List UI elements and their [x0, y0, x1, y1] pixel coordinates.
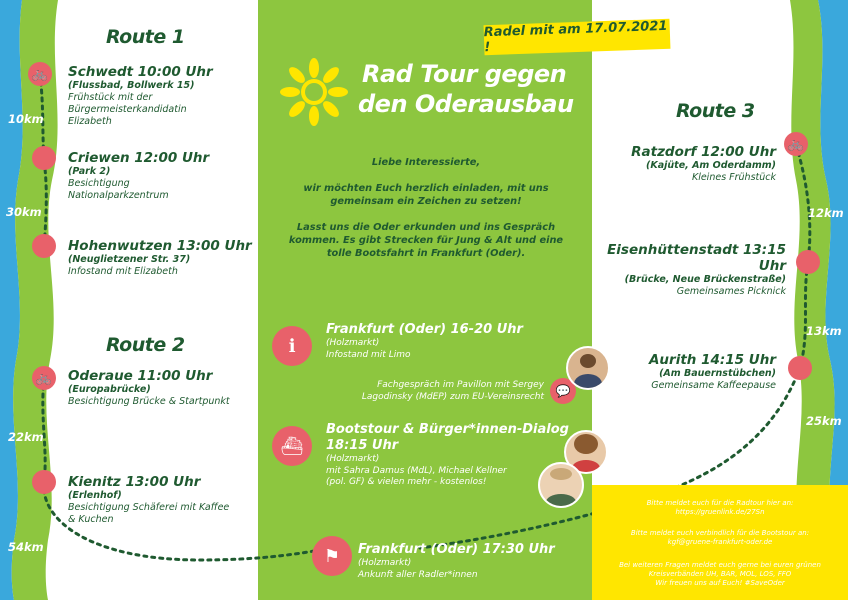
intro-p1-l2: gemeinsam ein Zeichen zu setzen! [330, 196, 522, 207]
route3-km-12: 12km [808, 206, 844, 220]
route1-stop-hohenwutzen: Hohenwutzen 13:00 Uhr (Neuglietzener Str. 37) Infostand mit Elizabeth [68, 238, 252, 277]
title-line-1: Rad Tour gegen [362, 60, 567, 88]
intro-p1-l1: wir möchten Euch herzlich einladen, mit uns [303, 183, 549, 194]
intro-p2-l2: kommen. Es gibt Strecken für Jung & Alt und eine [288, 235, 564, 246]
route3-stop-ratzdorf: Ratzdorf 12:00 Uhr (Kajüte, Am Oderdamm) Kleines Frühstück [631, 144, 776, 183]
info-hashtag: Wir freuen uns auf Euch! #SaveOder [655, 579, 785, 587]
bike-icon: 🚲 [784, 132, 808, 156]
intro-p2-l3: tolle Bootsfahrt in Frankfurt (Oder). [326, 248, 526, 259]
route1-pin-criewen [32, 146, 56, 170]
info-radtour-line: Bitte meldet euch für die Radtour hier an: [646, 499, 794, 507]
info-icon: ℹ [272, 326, 312, 366]
route3-pin-eisenhuettenstadt [796, 250, 820, 274]
route2-stop-kienitz: Kienitz 13:00 Uhr (Erlenhof) Besichtigung Schäferei mit Kaffee & Kuchen [68, 474, 230, 525]
info-radtour-link[interactable]: https://gruenlink.de/27Sn [675, 508, 765, 516]
bike-icon: 🚲 [32, 366, 56, 390]
event-fachgespraech: Fachgespräch im Pavillon mit Sergey Lagodinsky (MdEP) zum EU-Vereinsrecht [361, 380, 544, 402]
event-ankunft: Frankfurt (Oder) 17:30 Uhr (Holzmarkt) Ankunft aller Radler*innen [358, 542, 555, 580]
info-bootstour-email[interactable]: kgf@gruene-frankfurt-oder.de [667, 538, 773, 546]
route1-title: Route 1 [106, 26, 185, 48]
date-banner: Radel mit am 17.07.2021 ! [484, 19, 671, 55]
info-box [592, 485, 848, 600]
avatar-michael [538, 462, 584, 508]
info-fragen-line: Bei weiteren Fragen meldet euch gerne bei euren grünen [619, 561, 821, 569]
sunflower-logo [280, 58, 348, 126]
route1-pin-hohenwutzen [32, 234, 56, 258]
event-infostand: Frankfurt (Oder) 16-20 Uhr (Holzmarkt) Infostand mit Limo [326, 322, 523, 360]
info-kreisverbaende: Kreisverbänden UH, BAR, MOL, LOS, FFO [648, 570, 792, 578]
route3-km-13: 13km [806, 324, 842, 338]
route1-stop-criewen: Criewen 12:00 Uhr (Park 2) Besichtigung Nationalparkzentrum [68, 150, 210, 201]
route1-km-10: 10km [8, 112, 44, 126]
speech-bubble-icon: 💬 [550, 378, 576, 404]
flag-icon: ⚑ [312, 536, 352, 576]
avatar-sergey [566, 346, 610, 390]
route2-km-54: 54km [8, 540, 44, 554]
info-bootstour-line: Bitte meldet euch verbindlich für die Bootstour an: [630, 529, 810, 537]
route3-title: Route 3 [676, 100, 755, 122]
route3-stop-eisenhuettenstadt: Eisenhüttenstadt 13:15 Uhr (Brücke, Neue Brückenstraße) Gemeinsames Picknick [607, 242, 786, 297]
route3-stop-aurith: Aurith 14:15 Uhr (Am Bauernstübchen) Gemeinsame Kaffeepause [648, 352, 776, 391]
route2-km-22: 22km [8, 430, 44, 444]
route1-stop-schwedt: Schwedt 10:00 Uhr (Flussbad, Bollwerk 15) Frühstück mit der Bürgermeisterkandidatin Elizabeth [68, 64, 213, 127]
event-bootstour: Bootstour & Bürger*innen-Dialog 18:15 Uhr (Holzmarkt) mit Sahra Damus (MdL), Michael Kellner (pol. GF) & vielen mehr - kostenlos! [326, 422, 569, 487]
route3-km-25: 25km [806, 414, 842, 428]
bike-icon: 🚲 [28, 62, 52, 86]
route2-stop-oderaue: Oderaue 11:00 Uhr (Europabrücke) Besichtigung Brücke & Startpunkt [68, 368, 230, 407]
route2-title: Route 2 [106, 334, 185, 356]
boat-icon: ⛴ [272, 426, 312, 466]
intro-text [276, 156, 576, 260]
route3-pin-aurith [788, 356, 812, 380]
intro-greeting: Liebe Interessierte, [371, 157, 481, 168]
route2-pin-kienitz [32, 470, 56, 494]
route1-km-30: 30km [6, 205, 42, 219]
title-line-2: den Oderausbau [358, 90, 574, 118]
intro-p2-l1: Lasst uns die Oder erkunden und ins Gespräch [296, 222, 556, 233]
